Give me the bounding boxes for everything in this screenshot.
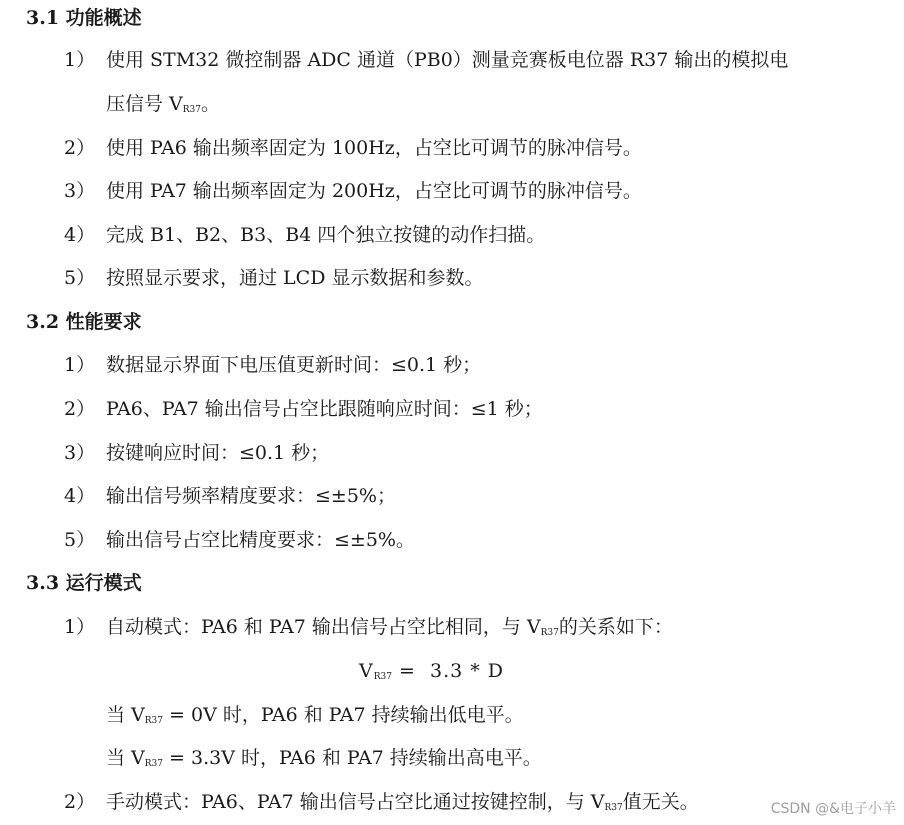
- list-item: [64, 441, 329, 465]
- list-number: 2）: [64, 791, 96, 813]
- subscript: R37: [182, 105, 201, 115]
- list-item: [64, 266, 483, 290]
- subscript: R37: [144, 716, 163, 726]
- list-item: [64, 353, 481, 377]
- list-number: 5）: [64, 267, 96, 289]
- condition-text-end: = 0V 时，PA6 和 PA7 持续输出低电平。: [163, 704, 524, 726]
- list-text: 手动模式：PA6、PA7 输出信号占空比通过按键控制，与 V: [106, 791, 605, 813]
- list-number: 2）: [64, 398, 96, 420]
- section-3-2-heading: 3.2 性能要求: [26, 311, 142, 333]
- formula: [359, 659, 504, 689]
- list-text: 按键响应时间：≤0.1 秒；: [106, 442, 330, 464]
- continuation-text: 压信号 V: [106, 93, 183, 115]
- condition-text: 当 V: [106, 704, 145, 726]
- continuation-end: 。: [201, 93, 221, 115]
- subscript: R37: [604, 803, 623, 813]
- list-text-end: 的关系如下：: [558, 616, 673, 638]
- condition-text: 当 V: [106, 747, 145, 769]
- condition-text-end: = 3.3V 时，PA6 和 PA7 持续输出高电平。: [163, 747, 542, 769]
- list-text: 使用 PA7 输出频率固定为 200Hz，占空比可调节的脉冲信号。: [106, 180, 642, 202]
- list-text: 完成 B1、B2、B3、B4 四个独立按键的动作扫描。: [106, 224, 546, 246]
- list-number: 3）: [64, 442, 96, 464]
- list-text: 使用 STM32 微控制器 ADC 通道（PB0）测量竞赛板电位器 R37 输出的模拟电: [106, 49, 789, 71]
- list-number: 4）: [64, 224, 96, 246]
- list-number: 5）: [64, 529, 96, 551]
- list-number: 2）: [64, 137, 96, 159]
- list-text: 自动模式：PA6 和 PA7 输出信号占空比相同，与 V: [106, 616, 541, 638]
- list-number: 4）: [64, 485, 96, 507]
- list-text: 输出信号占空比精度要求：≤±5%。: [106, 529, 415, 551]
- list-text: 使用 PA6 输出频率固定为 100Hz，占空比可调节的脉冲信号。: [106, 137, 642, 159]
- list-number: 1）: [64, 354, 96, 376]
- list-item: [64, 223, 545, 247]
- formula-expression: = 3.3 * D: [391, 660, 505, 682]
- list-item: [64, 615, 673, 645]
- list-item-continuation: [106, 92, 220, 122]
- list-item: [64, 179, 642, 203]
- list-number: 1）: [64, 616, 96, 638]
- list-text-end: 值无关。: [622, 791, 699, 813]
- list-item: [64, 790, 699, 820]
- condition-line: [106, 746, 542, 776]
- list-item: [64, 484, 396, 508]
- section-3-3-heading: 3.3 运行模式: [26, 572, 142, 594]
- list-item: [64, 397, 543, 421]
- subscript: R37: [373, 672, 392, 682]
- list-text: PA6、PA7 输出信号占空比跟随响应时间：≤1 秒；: [106, 398, 543, 420]
- list-item: [64, 48, 788, 72]
- formula-variable: V: [359, 660, 374, 682]
- list-item: [64, 136, 642, 160]
- section-3-1-heading: 3.1 功能概述: [26, 7, 142, 29]
- list-text: 输出信号频率精度要求：≤±5%；: [106, 485, 396, 507]
- list-number: 1）: [64, 49, 96, 71]
- condition-line: [106, 703, 524, 733]
- list-text: 按照显示要求，通过 LCD 显示数据和参数。: [106, 267, 484, 289]
- list-item: [64, 528, 415, 552]
- list-text: 数据显示界面下电压值更新时间：≤0.1 秒；: [106, 354, 482, 376]
- subscript: R37: [540, 628, 559, 638]
- subscript: R37: [144, 759, 163, 769]
- list-number: 3）: [64, 180, 96, 202]
- watermark: CSDN @&电子小羊: [770, 801, 896, 817]
